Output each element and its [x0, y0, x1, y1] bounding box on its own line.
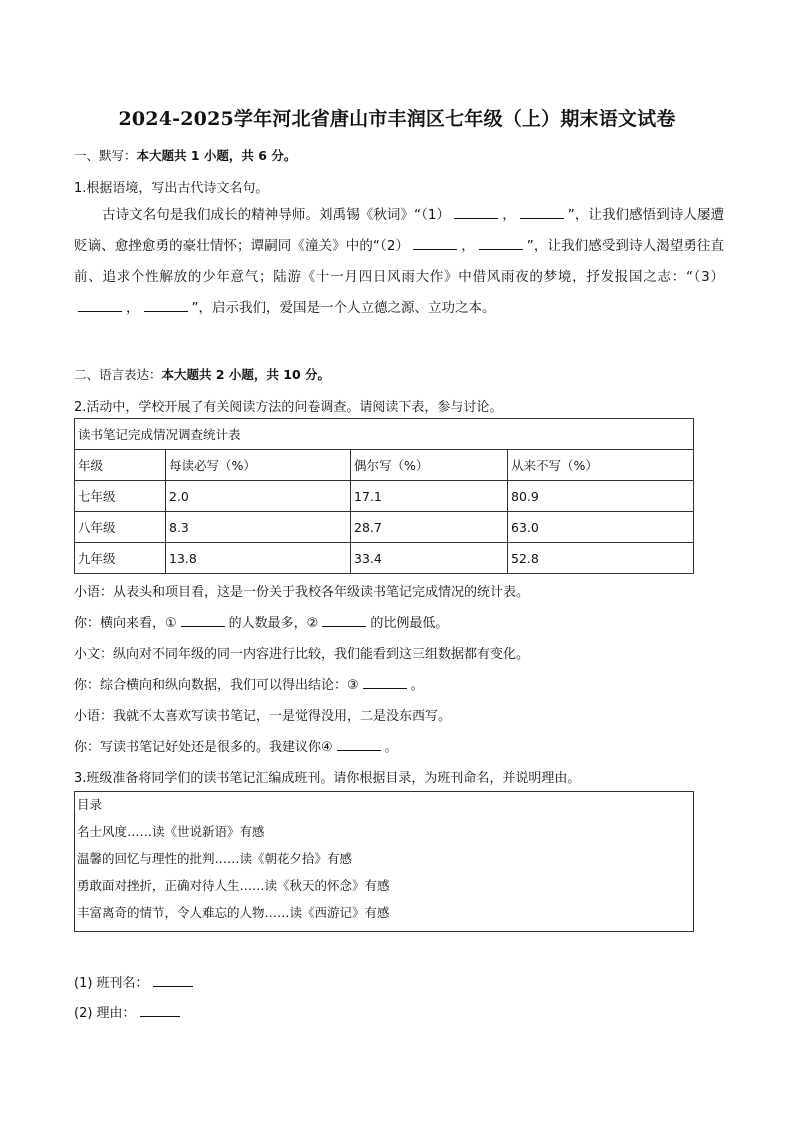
- section-1-heading: 一、默写：本大题共 1 小题，共 6 分。: [74, 148, 297, 163]
- answer-blank[interactable]: [153, 975, 193, 987]
- answer-blank[interactable]: [337, 739, 381, 751]
- question-3-stem: 3.班级准备将同学们的读书笔记汇编成班刊。请你根据目录，为班刊命名，并说明理由。: [74, 771, 581, 786]
- table-header: 每读必写（%）: [166, 450, 351, 481]
- table-row: [75, 543, 694, 574]
- table-title-row: [75, 419, 694, 450]
- subquestion-1: (1) 班刊名：: [74, 972, 197, 991]
- toc-item: 勇敢面对挫折，正确对待人生……读《秋天的怀念》有感: [77, 878, 390, 893]
- table-header: 年级: [75, 450, 166, 481]
- table-title: 读书笔记完成情况调查统计表: [75, 419, 694, 450]
- table-cell: 80.9: [508, 481, 694, 512]
- table-cell: 九年级: [75, 543, 166, 574]
- table-of-contents: [74, 791, 694, 932]
- survey-table: [74, 418, 694, 574]
- dialogue-line-5: 小语：我就不太喜欢写读书笔记，一是觉得没用，二是没东西写。: [74, 709, 452, 724]
- dialogue-line-2: 你：横向来看，① 的人数最多，② 的比例最低。: [74, 616, 449, 631]
- table-header: 偶尔写（%）: [351, 450, 508, 481]
- table-cell: 17.1: [351, 481, 508, 512]
- answer-blank[interactable]: [363, 677, 407, 689]
- toc-heading: 目录: [77, 797, 103, 812]
- dialogue-line-3: 小文：纵向对不同年级的同一内容进行比较，我们能看到这三组数据都有变化。: [74, 647, 530, 662]
- exam-title: 2024-2025学年河北省唐山市丰润区七年级（上）期末语文试卷: [118, 108, 676, 130]
- subquestion-2: (2) 理由：: [74, 1002, 184, 1021]
- question-1-stem: 1.根据语境，写出古代诗文名句。: [74, 181, 269, 196]
- table-cell: 33.4: [351, 543, 508, 574]
- section-2-heading: 二、语言表达：本大题共 2 小题，共 10 分。: [74, 367, 331, 382]
- answer-blank[interactable]: [322, 615, 366, 627]
- answer-blank[interactable]: [454, 207, 498, 219]
- toc-item: 丰富离奇的情节，令人难忘的人物……读《西游记》有感: [77, 905, 390, 920]
- question-2-stem: 2.活动中，学校开展了有关阅读方法的问卷调查。请阅读下表，参与讨论。: [74, 400, 503, 415]
- table-header: 从来不写（%）: [508, 450, 694, 481]
- table-cell: 52.8: [508, 543, 694, 574]
- table-header-row: [75, 450, 694, 481]
- toc-item: 名士风度……读《世说新语》有感: [77, 824, 265, 839]
- table-cell: 七年级: [75, 481, 166, 512]
- question-1-paragraph: 古诗文名句是我们成长的精神导师。刘禹锡《秋词》“（1） ， ”，让我们感悟到诗人屡遭贬谪、愈挫愈勇的豪壮情怀；谭嗣同《潼关》中的“（2） ， ”，让我们感受到诗人渴望勇往直前、追求个性解放的少年意气；陆游《十一月四日风雨大作》中借风雨夜的梦境，抒发报国之志：“（3）， ”，启示我们，爱国是一个人立德之源、立功之本。: [74, 207, 725, 316]
- table-cell: 63.0: [508, 512, 694, 543]
- answer-blank[interactable]: [144, 300, 188, 312]
- toc-item: 温馨的回忆与理性的批判……读《朝花夕拾》有感: [77, 851, 353, 866]
- dialogue-line-1: 小语：从表头和项目看，这是一份关于我校各年级读书笔记完成情况的统计表。: [74, 585, 530, 600]
- table-cell: 13.8: [166, 543, 351, 574]
- answer-blank[interactable]: [413, 238, 457, 250]
- answer-blank[interactable]: [520, 207, 564, 219]
- answer-blank[interactable]: [78, 300, 122, 312]
- table-row: [75, 512, 694, 543]
- table-row: [75, 481, 694, 512]
- table-cell: 八年级: [75, 512, 166, 543]
- table-cell: 8.3: [166, 512, 351, 543]
- answer-blank[interactable]: [181, 615, 225, 627]
- answer-blank[interactable]: [140, 1005, 180, 1017]
- answer-blank[interactable]: [479, 238, 523, 250]
- dialogue-line-4: 你：综合横向和纵向数据，我们可以得出结论：③ 。: [74, 678, 424, 693]
- dialogue-line-6: 你：写读书笔记好处还是很多的。我建议你④ 。: [74, 740, 398, 755]
- table-cell: 2.0: [166, 481, 351, 512]
- table-cell: 28.7: [351, 512, 508, 543]
